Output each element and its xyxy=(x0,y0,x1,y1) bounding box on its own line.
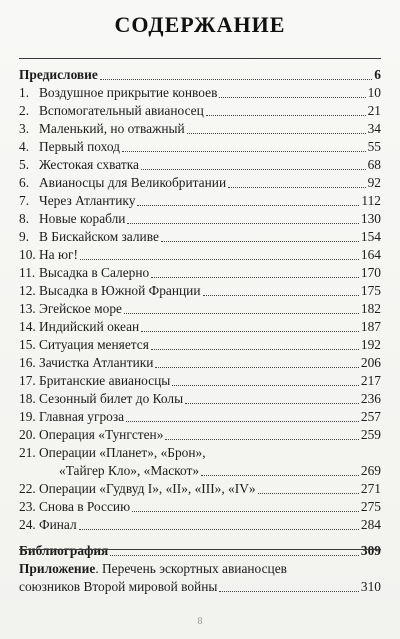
toc-page: 269 xyxy=(360,463,381,478)
toc-title: Библиография xyxy=(19,543,109,558)
chapter-list-tail xyxy=(19,480,381,534)
toc-title: Маленький, но отважный xyxy=(39,121,185,136)
toc-entry xyxy=(19,516,381,534)
toc-entry xyxy=(19,300,381,318)
toc-num: 10. xyxy=(19,247,36,262)
leader-dots xyxy=(141,331,359,332)
toc-title: Воздушное прикрытие конвоев xyxy=(39,85,218,100)
leader-dots xyxy=(126,421,359,422)
leader-dots xyxy=(165,439,358,440)
toc-page: 284 xyxy=(360,517,381,532)
toc-entry xyxy=(19,390,381,408)
toc-page: 55 xyxy=(367,139,381,154)
toc-num: 17. xyxy=(19,373,36,388)
leader-dots xyxy=(187,133,366,134)
toc-num: 4. xyxy=(19,139,30,154)
toc-num: 15. xyxy=(19,337,36,352)
toc-page: 310 xyxy=(360,579,381,594)
toc-num: 21. xyxy=(19,445,36,460)
leader-dots xyxy=(151,349,359,350)
toc-page: 175 xyxy=(360,283,381,298)
toc-title: На юг! xyxy=(39,247,78,262)
toc-title: «Тайгер Кло», «Маскот» xyxy=(59,463,200,478)
toc-page: 112 xyxy=(361,193,381,208)
toc-title: Индийский океан xyxy=(39,319,140,334)
toc-title: союзников Второй мировой войны xyxy=(19,579,218,594)
toc-entry xyxy=(19,174,381,192)
toc-title: Новые корабли xyxy=(39,211,126,226)
toc-page: 187 xyxy=(360,319,381,334)
toc-page: 6 xyxy=(374,67,381,82)
toc-entry xyxy=(19,354,381,372)
toc-title: Предисловие xyxy=(19,67,98,82)
page-heading: СОДЕРЖАНИЕ xyxy=(114,12,286,37)
toc-entry xyxy=(19,480,381,498)
toc-entry xyxy=(19,84,381,102)
toc-title: Главная угроза xyxy=(39,409,125,424)
toc-num: 13. xyxy=(19,301,36,316)
toc-num: 8. xyxy=(19,211,30,226)
toc-title: Снова в Россию xyxy=(39,499,131,514)
leader-dots xyxy=(110,555,359,556)
toc-num: 9. xyxy=(19,229,30,244)
leader-dots xyxy=(228,187,365,188)
toc-title: Ситуация меняется xyxy=(39,337,149,352)
toc-entry-preface xyxy=(19,66,381,84)
leader-dots xyxy=(100,79,372,80)
toc-page: 271 xyxy=(360,481,381,496)
leader-dots xyxy=(151,277,359,278)
toc-title: Британские авианосцы xyxy=(39,373,171,388)
toc-entry-appendix-line2 xyxy=(19,578,381,596)
toc-page: 21 xyxy=(367,103,381,118)
toc-num: 1. xyxy=(19,85,30,100)
toc-entry xyxy=(19,318,381,336)
toc-page: 257 xyxy=(360,409,381,424)
toc-title: Первый поход xyxy=(39,139,120,154)
toc-entry xyxy=(19,228,381,246)
toc-num: 2. xyxy=(19,103,30,118)
toc-page: 206 xyxy=(360,355,381,370)
top-rule xyxy=(19,58,381,59)
leader-dots xyxy=(185,403,359,404)
appendix-label: Приложение xyxy=(19,561,96,576)
toc-num: 6. xyxy=(19,175,30,190)
toc-num: 5. xyxy=(19,157,30,172)
toc-page: 92 xyxy=(367,175,381,190)
toc-page: 236 xyxy=(360,391,381,406)
leader-dots xyxy=(122,151,366,152)
toc-entry xyxy=(19,138,381,156)
toc-entry xyxy=(19,372,381,390)
bottom-rule xyxy=(19,549,381,550)
toc-entry xyxy=(19,408,381,426)
toc-entry xyxy=(19,102,381,120)
toc-page: 34 xyxy=(367,121,381,136)
toc-page: 164 xyxy=(360,247,381,262)
toc-entry-21-line2 xyxy=(19,462,381,480)
toc-title: Высадка в Южной Франции xyxy=(39,283,201,298)
toc-page: 259 xyxy=(360,427,381,442)
toc-page: 275 xyxy=(360,499,381,514)
leader-dots xyxy=(161,241,359,242)
toc-title: Через Атлантику xyxy=(39,193,136,208)
toc-entry-appendix-line1 xyxy=(19,560,381,578)
toc-page: 170 xyxy=(360,265,381,280)
toc-entry xyxy=(19,192,381,210)
page-number: 8 xyxy=(197,616,203,627)
toc-title: Операция «Тунгстен» xyxy=(39,427,164,442)
toc-entry-21-line1 xyxy=(19,444,381,462)
toc-entry xyxy=(19,498,381,516)
toc-num: 22. xyxy=(19,481,36,496)
toc-num: 7. xyxy=(19,193,30,208)
leader-dots xyxy=(132,511,359,512)
toc-title: Сезонный билет до Колы xyxy=(39,391,184,406)
toc-num: 12. xyxy=(19,283,36,298)
leader-dots xyxy=(127,223,358,224)
leader-dots xyxy=(258,493,359,494)
toc-title: Операции «Планет», «Брон», xyxy=(39,445,206,460)
toc-entry xyxy=(19,336,381,354)
toc-title: Высадка в Салерно xyxy=(39,265,150,280)
toc-title: Зачистка Атлантики xyxy=(39,355,154,370)
leader-dots xyxy=(79,529,359,530)
toc-title: Операции «Гудвуд I», «II», «III», «IV» xyxy=(39,481,256,496)
toc-title: В Бискайском заливе xyxy=(39,229,159,244)
toc-page: 130 xyxy=(360,211,381,226)
toc-title: Финал xyxy=(39,517,77,532)
leader-dots xyxy=(172,385,359,386)
toc-page: 182 xyxy=(360,301,381,316)
table-of-contents xyxy=(19,66,381,596)
toc-num: 18. xyxy=(19,391,36,406)
chapter-list xyxy=(19,84,381,444)
appendix-title: . Перечень эскортных авианосцев xyxy=(95,561,287,576)
toc-num: 14. xyxy=(19,319,36,334)
leader-dots xyxy=(141,169,366,170)
leader-dots xyxy=(124,313,359,314)
toc-entry xyxy=(19,282,381,300)
toc-num: 24. xyxy=(19,517,36,532)
toc-entry xyxy=(19,156,381,174)
toc-page: 309 xyxy=(360,543,381,558)
toc-entry xyxy=(19,264,381,282)
toc-num: 20. xyxy=(19,427,36,442)
toc-entry xyxy=(19,426,381,444)
toc-entry-bibliography xyxy=(19,542,381,560)
toc-page: 68 xyxy=(367,157,381,172)
toc-num: 19. xyxy=(19,409,36,424)
toc-num: 3. xyxy=(19,121,30,136)
toc-page: 192 xyxy=(360,337,381,352)
toc-entry xyxy=(19,246,381,264)
leader-dots xyxy=(203,295,359,296)
leader-dots xyxy=(137,205,359,206)
leader-dots xyxy=(206,115,366,116)
leader-dots xyxy=(155,367,358,368)
toc-title: Жестокая схватка xyxy=(39,157,139,172)
toc-num: 23. xyxy=(19,499,36,514)
leader-dots xyxy=(80,259,359,260)
toc-page: 154 xyxy=(360,229,381,244)
toc-num: 16. xyxy=(19,355,36,370)
leader-dots xyxy=(219,591,359,592)
toc-entry xyxy=(19,120,381,138)
leader-dots xyxy=(201,475,359,476)
toc-entry xyxy=(19,210,381,228)
toc-page: 10 xyxy=(367,85,381,100)
toc-num: 11. xyxy=(19,265,36,280)
toc-title: Эгейское море xyxy=(39,301,122,316)
toc-page: 217 xyxy=(360,373,381,388)
toc-title: Вспомогательный авианосец xyxy=(39,103,204,118)
toc-title: Авианосцы для Великобритании xyxy=(39,175,227,190)
leader-dots xyxy=(219,97,365,98)
